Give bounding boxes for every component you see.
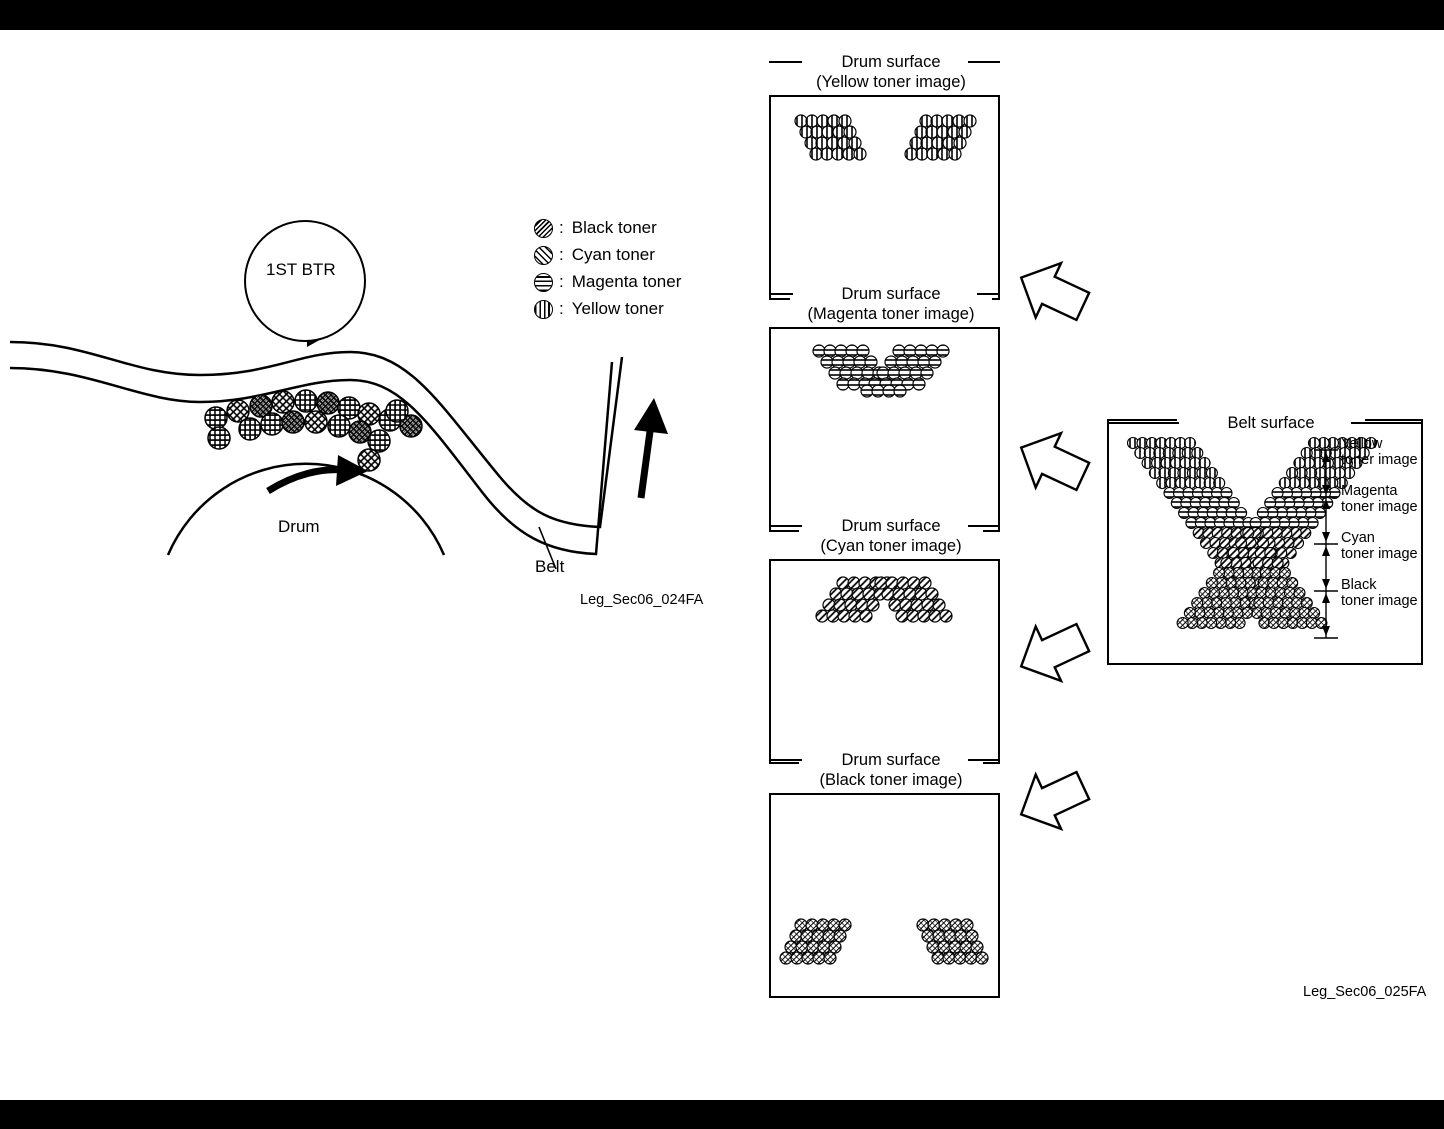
- caption-rule-right: [968, 61, 1000, 63]
- legend-item-black: [534, 218, 657, 238]
- layer-label-magenta-line2: toner image: [1341, 499, 1418, 515]
- legend-colon: :: [559, 218, 564, 237]
- legend-item-cyan: [534, 245, 655, 265]
- layer-label-black-line2: toner image: [1341, 593, 1418, 609]
- panel-cyan-caption: [799, 516, 983, 556]
- drum-label: Drum: [278, 517, 320, 536]
- panel-cyan-title: Drum surface: [841, 517, 941, 535]
- panel-yellow-caption: [799, 52, 983, 92]
- legend-label-yellow: Yellow toner: [571, 299, 664, 318]
- panel-magenta-art: [771, 329, 998, 530]
- legend-label-black: Black toner: [571, 218, 657, 237]
- layer-label-cyan-line2: toner image: [1341, 546, 1418, 562]
- cyan-toner-icon: [534, 246, 553, 265]
- layer-label-black-line1: Black: [1341, 577, 1377, 593]
- layer-label-cyan: [1341, 530, 1418, 562]
- panel-black-caption: [799, 750, 983, 790]
- panel-black-toner: [769, 793, 1000, 998]
- caption-rule-left: [769, 759, 802, 761]
- figure-code-left: Leg_Sec06_024FA: [580, 592, 704, 608]
- panel-black-art: [771, 795, 998, 996]
- layer-label-magenta: [1341, 483, 1418, 515]
- caption-rule-right: [968, 525, 1000, 527]
- arrow-magenta-to-belt: [1010, 420, 1100, 505]
- magenta-toner-icon: [534, 273, 553, 292]
- panel-cyan-toner: [769, 559, 1000, 764]
- figure-code-right: Leg_Sec06_025FA: [1303, 984, 1427, 1000]
- caption-rule-left: [1107, 422, 1179, 424]
- panel-magenta-subtitle: (Magenta toner image): [807, 305, 975, 323]
- layer-label-black: [1341, 577, 1418, 609]
- panel-cyan-subtitle: (Cyan toner image): [820, 537, 962, 555]
- color-registration-diagram: [740, 30, 1444, 1100]
- layer-label-magenta-line1: Magenta: [1341, 483, 1398, 499]
- arrow-cyan-to-belt: [1010, 610, 1100, 695]
- panel-yellow-subtitle: (Yellow toner image): [816, 73, 966, 91]
- belt-drum-drawing: [0, 30, 740, 650]
- first-btr-label: 1ST BTR: [266, 260, 336, 279]
- caption-rule-left: [769, 293, 793, 295]
- belt-label: Belt: [535, 557, 565, 576]
- layer-label-cyan-line1: Cyan: [1341, 530, 1375, 546]
- arrow-black-to-belt: [1010, 758, 1100, 843]
- caption-rule-right: [1351, 422, 1423, 424]
- legend-colon: :: [559, 299, 564, 318]
- page-canvas: [0, 30, 1444, 1100]
- panel-yellow-toner: [769, 95, 1000, 300]
- first-btr-roller: [244, 220, 366, 342]
- panel-magenta-title: Drum surface: [841, 285, 941, 303]
- legend-label-cyan: Cyan toner: [571, 245, 655, 264]
- panel-yellow-art: [771, 97, 998, 298]
- transfer-diagram: [0, 30, 740, 650]
- panel-black-title: Drum surface: [841, 751, 941, 769]
- caption-rule-right: [977, 293, 1000, 295]
- layer-bracket: [1300, 430, 1340, 660]
- arrow-yellow-to-belt: [1010, 250, 1100, 335]
- legend-colon: :: [559, 245, 564, 264]
- panel-belt-title: Belt surface: [1227, 414, 1315, 432]
- panel-cyan-art: [771, 561, 998, 762]
- layer-label-yellow-line2: toner image: [1341, 452, 1418, 468]
- panel-magenta-toner: [769, 327, 1000, 532]
- legend-item-yellow: [534, 299, 664, 319]
- layer-label-yellow: [1341, 436, 1418, 468]
- black-toner-icon: [534, 219, 553, 238]
- caption-rule-left: [769, 61, 802, 63]
- legend-item-magenta: [534, 272, 681, 292]
- layer-label-yellow-line1: Yellow: [1341, 436, 1383, 452]
- panel-yellow-title: Drum surface: [841, 53, 941, 71]
- panel-magenta-caption: [790, 284, 992, 324]
- panel-black-subtitle: (Black toner image): [819, 771, 963, 789]
- caption-rule-left: [769, 525, 802, 527]
- legend-colon: :: [559, 272, 564, 291]
- caption-rule-right: [968, 759, 1000, 761]
- yellow-toner-icon: [534, 300, 553, 319]
- legend-label-magenta: Magenta toner: [571, 272, 682, 291]
